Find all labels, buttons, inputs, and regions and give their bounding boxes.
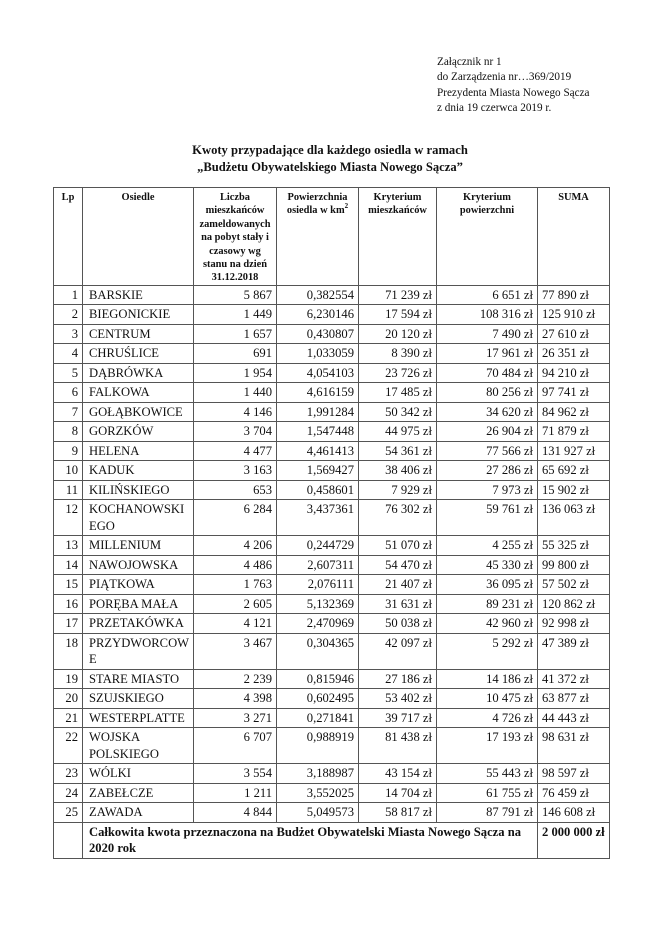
kryterium-powierzchni-cell: 61 755 zł [437, 783, 538, 803]
osiedle-cell: GORZKÓW [83, 422, 194, 442]
osiedle-cell: CENTRUM [83, 324, 194, 344]
lp-cell: 14 [54, 555, 83, 575]
powierzchnia-cell: 4,616159 [277, 383, 359, 403]
table-row [54, 383, 610, 403]
header-row [54, 188, 610, 286]
kryterium-mieszkancow-cell: 27 186 zł [359, 669, 437, 689]
lp-cell: 9 [54, 441, 83, 461]
attachment-line: Prezydenta Miasta Nowego Sącza [437, 86, 590, 99]
powierzchnia-cell: 2,076111 [277, 575, 359, 595]
liczba-cell: 4 146 [194, 402, 277, 422]
kryterium-mieszkancow-cell: 31 631 zł [359, 594, 437, 614]
liczba-cell: 1 449 [194, 305, 277, 325]
total-row [54, 822, 610, 858]
osiedle-cell: PIĄTKOWA [83, 575, 194, 595]
table-row [54, 803, 610, 823]
lp-cell: 24 [54, 783, 83, 803]
table-row [54, 324, 610, 344]
title-line-1: Kwoty przypadające dla każdego osiedla w ramach [192, 143, 468, 157]
powierzchnia-cell: 6,230146 [277, 305, 359, 325]
osiedle-cell: KOCHANOWSKI EGO [83, 500, 194, 536]
liczba-cell: 4 121 [194, 614, 277, 634]
kryterium-powierzchni-cell: 34 620 zł [437, 402, 538, 422]
table-row [54, 633, 610, 669]
kryterium-powierzchni-cell: 7 973 zł [437, 480, 538, 500]
table-row [54, 783, 610, 803]
kryterium-powierzchni-cell: 17 193 zł [437, 728, 538, 764]
table-row [54, 728, 610, 764]
suma-cell: 136 063 zł [538, 500, 610, 536]
lp-cell: 13 [54, 536, 83, 556]
kryterium-mieszkancow-cell: 54 361 zł [359, 441, 437, 461]
kryterium-mieszkancow-cell: 23 726 zł [359, 363, 437, 383]
table-row [54, 669, 610, 689]
kryterium-powierzchni-cell: 87 791 zł [437, 803, 538, 823]
powierzchnia-cell: 1,569427 [277, 461, 359, 481]
table-row [54, 461, 610, 481]
liczba-cell: 1 657 [194, 324, 277, 344]
osiedle-cell: SZUJSKIEGO [83, 689, 194, 709]
header-powierzchnia-text: Powierzchnia osiedla w km [286, 192, 348, 217]
suma-cell: 97 741 zł [538, 383, 610, 403]
osiedle-cell: WESTERPLATTE [83, 708, 194, 728]
suma-cell: 146 608 zł [538, 803, 610, 823]
osiedle-cell: KADUK [83, 461, 194, 481]
kryterium-mieszkancow-cell: 50 038 zł [359, 614, 437, 634]
kryterium-mieszkancow-cell: 39 717 zł [359, 708, 437, 728]
document-title [0, 142, 660, 176]
lp-cell: 6 [54, 383, 83, 403]
kryterium-powierzchni-cell: 108 316 zł [437, 305, 538, 325]
lp-cell: 5 [54, 363, 83, 383]
osiedle-cell: BARSKIE [83, 285, 194, 305]
kryterium-mieszkancow-cell: 76 302 zł [359, 500, 437, 536]
lp-cell: 12 [54, 500, 83, 536]
powierzchnia-cell: 0,244729 [277, 536, 359, 556]
powierzchnia-cell: 3,188987 [277, 764, 359, 784]
osiedle-cell: PRZYDWORCOW E [83, 633, 194, 669]
lp-cell: 19 [54, 669, 83, 689]
powierzchnia-cell: 1,991284 [277, 402, 359, 422]
header-kryterium-powierzchni: Kryterium powierzchni [437, 188, 538, 286]
powierzchnia-cell: 1,547448 [277, 422, 359, 442]
osiedle-cell: WÓLKI [83, 764, 194, 784]
liczba-cell: 2 239 [194, 669, 277, 689]
powierzchnia-cell: 0,430807 [277, 324, 359, 344]
suma-cell: 98 597 zł [538, 764, 610, 784]
powierzchnia-cell: 4,461413 [277, 441, 359, 461]
powierzchnia-cell: 0,602495 [277, 689, 359, 709]
osiedle-cell: GOŁĄBKOWICE [83, 402, 194, 422]
powierzchnia-cell: 3,437361 [277, 500, 359, 536]
liczba-cell: 5 867 [194, 285, 277, 305]
lp-cell: 16 [54, 594, 83, 614]
liczba-cell: 1 763 [194, 575, 277, 595]
osiedle-cell: MILLENIUM [83, 536, 194, 556]
lp-cell: 3 [54, 324, 83, 344]
lp-cell: 21 [54, 708, 83, 728]
kryterium-powierzchni-cell: 4 726 zł [437, 708, 538, 728]
liczba-cell: 3 554 [194, 764, 277, 784]
table-row [54, 344, 610, 364]
powierzchnia-cell: 0,304365 [277, 633, 359, 669]
kryterium-powierzchni-cell: 4 255 zł [437, 536, 538, 556]
kryterium-mieszkancow-cell: 44 975 zł [359, 422, 437, 442]
kryterium-mieszkancow-cell: 38 406 zł [359, 461, 437, 481]
kryterium-mieszkancow-cell: 7 929 zł [359, 480, 437, 500]
kryterium-mieszkancow-cell: 54 470 zł [359, 555, 437, 575]
osiedle-cell: ZABEŁCZE [83, 783, 194, 803]
suma-cell: 77 890 zł [538, 285, 610, 305]
suma-cell: 71 879 zł [538, 422, 610, 442]
table-row [54, 708, 610, 728]
table-row [54, 764, 610, 784]
lp-cell: 2 [54, 305, 83, 325]
liczba-cell: 1 211 [194, 783, 277, 803]
liczba-cell: 3 163 [194, 461, 277, 481]
suma-cell: 98 631 zł [538, 728, 610, 764]
powierzchnia-cell: 5,132369 [277, 594, 359, 614]
powierzchnia-cell: 0,988919 [277, 728, 359, 764]
osiedle-cell: STARE MIASTO [83, 669, 194, 689]
kryterium-mieszkancow-cell: 17 485 zł [359, 383, 437, 403]
liczba-cell: 6 284 [194, 500, 277, 536]
lp-cell: 10 [54, 461, 83, 481]
kryterium-mieszkancow-cell: 50 342 zł [359, 402, 437, 422]
kryterium-powierzchni-cell: 10 475 zł [437, 689, 538, 709]
liczba-cell: 3 467 [194, 633, 277, 669]
kryterium-mieszkancow-cell: 8 390 zł [359, 344, 437, 364]
kryterium-powierzchni-cell: 55 443 zł [437, 764, 538, 784]
header-liczba: Liczba mieszkańców zameldowanych na pobyt stały i czasowy wg stanu na dzień 31.12.2018 [194, 188, 277, 286]
table-row [54, 500, 610, 536]
attachment-line: z dnia 19 czerwca 2019 r. [437, 102, 552, 115]
lp-cell: 20 [54, 689, 83, 709]
kryterium-mieszkancow-cell: 43 154 zł [359, 764, 437, 784]
header-kryterium-mieszkancow: Kryterium mieszkańców [359, 188, 437, 286]
osiedle-cell: WOJSKA POLSKIEGO [83, 728, 194, 764]
powierzchnia-cell: 1,033059 [277, 344, 359, 364]
lp-cell: 1 [54, 285, 83, 305]
table-row [54, 575, 610, 595]
osiedle-cell: KILIŃSKIEGO [83, 480, 194, 500]
header-suma: SUMA [538, 188, 610, 286]
header-powierzchnia [277, 188, 359, 286]
table-row [54, 689, 610, 709]
lp-cell: 25 [54, 803, 83, 823]
kryterium-powierzchni-cell: 6 651 zł [437, 285, 538, 305]
total-empty-cell [54, 822, 83, 858]
suma-cell: 47 389 zł [538, 633, 610, 669]
header-lp: Lp [54, 188, 83, 286]
kryterium-mieszkancow-cell: 81 438 zł [359, 728, 437, 764]
kryterium-mieszkancow-cell: 17 594 zł [359, 305, 437, 325]
liczba-cell: 691 [194, 344, 277, 364]
liczba-cell: 4 486 [194, 555, 277, 575]
kryterium-mieszkancow-cell: 14 704 zł [359, 783, 437, 803]
kryterium-powierzchni-cell: 59 761 zł [437, 500, 538, 536]
total-value: 2 000 000 zł [538, 822, 610, 858]
powierzchnia-cell: 0,815946 [277, 669, 359, 689]
osiedle-cell: NAWOJOWSKA [83, 555, 194, 575]
table-row [54, 614, 610, 634]
table-row [54, 285, 610, 305]
liczba-cell: 4 398 [194, 689, 277, 709]
suma-cell: 44 443 zł [538, 708, 610, 728]
osiedle-cell: CHRUŚLICE [83, 344, 194, 364]
kryterium-powierzchni-cell: 26 904 zł [437, 422, 538, 442]
liczba-cell: 4 206 [194, 536, 277, 556]
liczba-cell: 4 844 [194, 803, 277, 823]
suma-cell: 27 610 zł [538, 324, 610, 344]
osiedle-cell: FALKOWA [83, 383, 194, 403]
powierzchnia-cell: 3,552025 [277, 783, 359, 803]
suma-cell: 55 325 zł [538, 536, 610, 556]
liczba-cell: 3 271 [194, 708, 277, 728]
osiedle-cell: DĄBRÓWKA [83, 363, 194, 383]
powierzchnia-cell: 0,382554 [277, 285, 359, 305]
kryterium-powierzchni-cell: 14 186 zł [437, 669, 538, 689]
suma-cell: 57 502 zł [538, 575, 610, 595]
lp-cell: 7 [54, 402, 83, 422]
kryterium-powierzchni-cell: 89 231 zł [437, 594, 538, 614]
table-row [54, 480, 610, 500]
header-osiedle: Osiedle [83, 188, 194, 286]
osiedle-cell: ZAWADA [83, 803, 194, 823]
lp-cell: 22 [54, 728, 83, 764]
table-row [54, 363, 610, 383]
kryterium-powierzchni-cell: 45 330 zł [437, 555, 538, 575]
kryterium-mieszkancow-cell: 53 402 zł [359, 689, 437, 709]
powierzchnia-cell: 5,049573 [277, 803, 359, 823]
suma-cell: 99 800 zł [538, 555, 610, 575]
lp-cell: 11 [54, 480, 83, 500]
suma-cell: 125 910 zł [538, 305, 610, 325]
allocation-table [53, 187, 610, 859]
suma-cell: 65 692 zł [538, 461, 610, 481]
title-line-2: „Budżetu Obywatelskiego Miasta Nowego Sącza” [197, 160, 463, 174]
powierzchnia-cell: 0,271841 [277, 708, 359, 728]
liczba-cell: 653 [194, 480, 277, 500]
kryterium-powierzchni-cell: 7 490 zł [437, 324, 538, 344]
suma-cell: 120 862 zł [538, 594, 610, 614]
attachment-line: Załącznik nr 1 [437, 56, 502, 68]
lp-cell: 15 [54, 575, 83, 595]
kryterium-powierzchni-cell: 5 292 zł [437, 633, 538, 669]
powierzchnia-cell: 2,607311 [277, 555, 359, 575]
powierzchnia-cell: 0,458601 [277, 480, 359, 500]
kryterium-mieszkancow-cell: 20 120 zł [359, 324, 437, 344]
lp-cell: 18 [54, 633, 83, 669]
kryterium-powierzchni-cell: 70 484 zł [437, 363, 538, 383]
table-row [54, 594, 610, 614]
liczba-cell: 1 954 [194, 363, 277, 383]
kryterium-mieszkancow-cell: 21 407 zł [359, 575, 437, 595]
suma-cell: 76 459 zł [538, 783, 610, 803]
liczba-cell: 4 477 [194, 441, 277, 461]
attachment-note [437, 55, 590, 117]
osiedle-cell: HELENA [83, 441, 194, 461]
suma-cell: 94 210 zł [538, 363, 610, 383]
kryterium-mieszkancow-cell: 71 239 zł [359, 285, 437, 305]
lp-cell: 23 [54, 764, 83, 784]
kryterium-mieszkancow-cell: 42 097 zł [359, 633, 437, 669]
osiedle-cell: PRZETAKÓWKA [83, 614, 194, 634]
kryterium-powierzchni-cell: 17 961 zł [437, 344, 538, 364]
liczba-cell: 1 440 [194, 383, 277, 403]
kryterium-powierzchni-cell: 36 095 zł [437, 575, 538, 595]
suma-cell: 15 902 zł [538, 480, 610, 500]
kryterium-powierzchni-cell: 80 256 zł [437, 383, 538, 403]
table-row [54, 441, 610, 461]
suma-cell: 63 877 zł [538, 689, 610, 709]
table-row [54, 555, 610, 575]
suma-cell: 26 351 zł [538, 344, 610, 364]
lp-cell: 8 [54, 422, 83, 442]
suma-cell: 41 372 zł [538, 669, 610, 689]
table-row [54, 536, 610, 556]
kryterium-powierzchni-cell: 42 960 zł [437, 614, 538, 634]
suma-cell: 84 962 zł [538, 402, 610, 422]
kryterium-mieszkancow-cell: 51 070 zł [359, 536, 437, 556]
suma-cell: 92 998 zł [538, 614, 610, 634]
table-row [54, 422, 610, 442]
liczba-cell: 6 707 [194, 728, 277, 764]
liczba-cell: 2 605 [194, 594, 277, 614]
kryterium-powierzchni-cell: 27 286 zł [437, 461, 538, 481]
suma-cell: 131 927 zł [538, 441, 610, 461]
total-label: Całkowita kwota przeznaczona na Budżet Obywatelski Miasta Nowego Sącza na 2020 rok [83, 822, 538, 858]
liczba-cell: 3 704 [194, 422, 277, 442]
kryterium-powierzchni-cell: 77 566 zł [437, 441, 538, 461]
attachment-line: do Zarządzenia nr…369/2019 [437, 71, 572, 84]
osiedle-cell: BIEGONICKIE [83, 305, 194, 325]
table-row [54, 402, 610, 422]
osiedle-cell: PORĘBA MAŁA [83, 594, 194, 614]
powierzchnia-cell: 2,470969 [277, 614, 359, 634]
lp-cell: 17 [54, 614, 83, 634]
lp-cell: 4 [54, 344, 83, 364]
powierzchnia-cell: 4,054103 [277, 363, 359, 383]
kryterium-mieszkancow-cell: 58 817 zł [359, 803, 437, 823]
table-row [54, 305, 610, 325]
superscript: 2 [344, 202, 349, 211]
